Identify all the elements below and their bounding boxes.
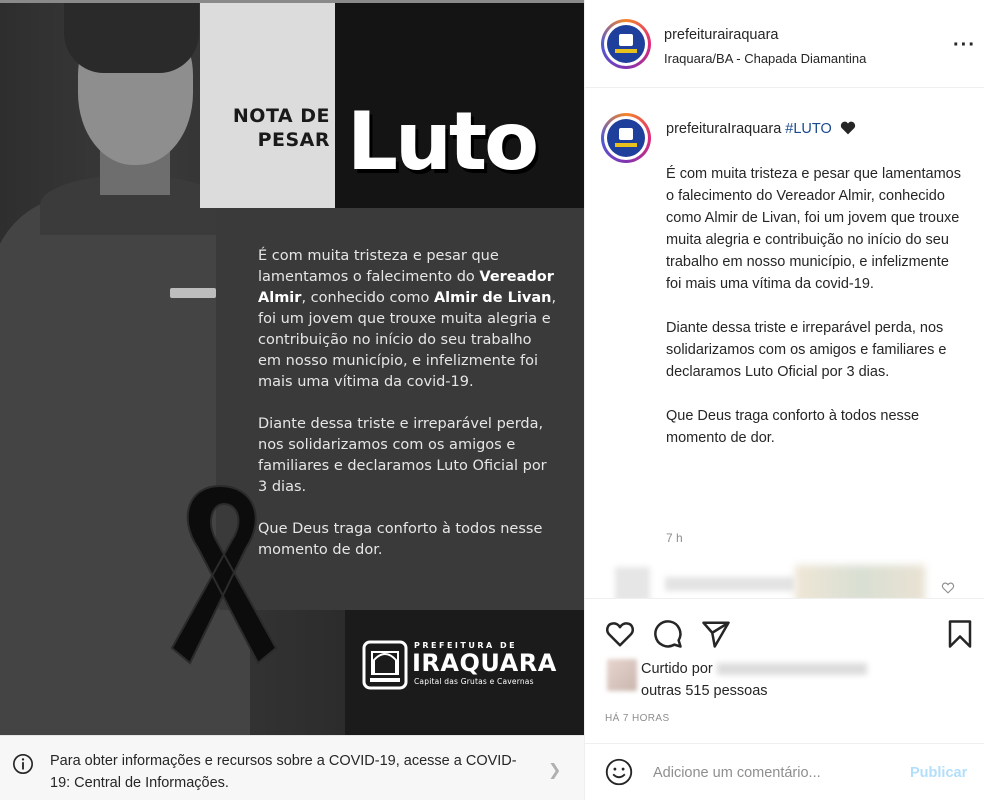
brand-name: IRAQUARA xyxy=(412,649,557,677)
caption-paragraph-1: É com muita tristeza e pesar que lamentamos o falecimento do Vereador Almir, conhecido como Almir de Livan, foi um jovem que trouxe muita alegria e contribuição no início do seu trabalho em nosso município, e infelizmente foi mais uma vítima da covid-19. xyxy=(666,166,961,292)
post-header xyxy=(585,0,984,88)
share-icon[interactable] xyxy=(701,619,731,649)
chevron-right-icon[interactable]: ❯ xyxy=(548,762,562,779)
blurred-comment-row xyxy=(605,565,975,598)
comment-like-icon[interactable] xyxy=(941,582,955,594)
person-hair xyxy=(64,3,199,73)
caption-user-line xyxy=(666,121,856,137)
post-actions xyxy=(585,598,984,738)
heart-icon[interactable] xyxy=(605,619,635,649)
liked-by-label: Curtido por xyxy=(641,661,713,677)
luto-title: Luto xyxy=(347,95,537,188)
card-paragraph-2: Diante dessa triste e irreparável perda, nos solidarizamos com os amigos e familiares e declaramos Luto Oficial por 3 dias. xyxy=(258,416,547,495)
card-paragraph-1 xyxy=(258,246,558,393)
nota-de-pesar-title xyxy=(210,104,330,152)
emoji-icon[interactable] xyxy=(605,758,633,786)
black-heart-icon xyxy=(840,121,856,135)
blurred-comment-avatar xyxy=(615,567,650,598)
card-p1-a: É com muita tristeza e pesar que lamentamos o falecimento do xyxy=(258,248,499,285)
caption-area xyxy=(585,88,984,598)
publish-button[interactable]: Publicar xyxy=(910,765,968,781)
brand-tagline: Capital das Grutas e Cavernas xyxy=(414,677,534,686)
info-icon xyxy=(12,753,34,775)
shirt-logo xyxy=(170,288,216,298)
covid-banner-text[interactable]: Para obter informações e recursos sobre a COVID-19, acesse a COVID-19: Central de Informações. xyxy=(50,753,517,791)
nota-line-1: NOTA DE xyxy=(232,105,330,127)
caption-timestamp: 7 h xyxy=(666,531,683,545)
caption-username[interactable]: prefeituraIraquara xyxy=(666,121,782,137)
post-sidebar xyxy=(584,0,984,800)
comment-bar xyxy=(585,743,984,800)
blurred-comment-text xyxy=(665,577,795,591)
post-timestamp[interactable]: HÁ 7 HORAS xyxy=(605,713,670,724)
covid-info-banner[interactable] xyxy=(0,735,584,800)
brand-prefix: PREFEITURA DE xyxy=(414,641,518,650)
card-p1-bold-nickname: Almir de Livan xyxy=(433,290,552,306)
likes-others-count[interactable]: outras 515 pessoas xyxy=(641,683,768,699)
header-location[interactable]: Iraquara/BA - Chapada Diamantina xyxy=(664,51,867,66)
caption-paragraph-3: Que Deus traga conforto à todos nesse momento de dor. xyxy=(666,408,920,446)
card-p1-bold-name: Vereador Almir xyxy=(258,269,554,306)
profile-avatar[interactable] xyxy=(601,19,651,69)
blurred-comment-media xyxy=(795,565,925,598)
caption-hashtag[interactable]: #LUTO xyxy=(785,121,832,137)
card-p1-e: , foi um jovem que trouxe muita alegria e contribuição no início do seu trabalho em nosso município, e infelizmente foi mais uma vítima da covid-19. xyxy=(258,290,557,390)
comment-icon[interactable] xyxy=(653,619,683,649)
comment-input[interactable] xyxy=(653,761,893,785)
mourning-ribbon-icon xyxy=(168,478,278,668)
liked-by-line xyxy=(641,661,867,677)
liker-names-blurred xyxy=(717,663,867,675)
more-options-icon[interactable]: ··· xyxy=(953,34,976,56)
card-paragraph-3: Que Deus traga conforto à todos nesse momento de dor. xyxy=(258,521,543,558)
card-p1-c: , conhecido como xyxy=(301,290,434,306)
caption-paragraph-2: Diante dessa triste e irreparável perda, nos solidarizamos com os amigos e familiares e declaramos Luto Oficial por 3 dias. xyxy=(666,320,947,380)
caption-text xyxy=(666,163,966,471)
nota-line-2: PESAR xyxy=(257,129,330,151)
header-username[interactable]: prefeiturairaquara xyxy=(664,27,779,43)
caption-avatar[interactable] xyxy=(601,113,651,163)
bookmark-icon[interactable] xyxy=(945,619,975,649)
liker-avatar-blurred xyxy=(607,659,637,691)
message-card-text xyxy=(258,246,558,582)
